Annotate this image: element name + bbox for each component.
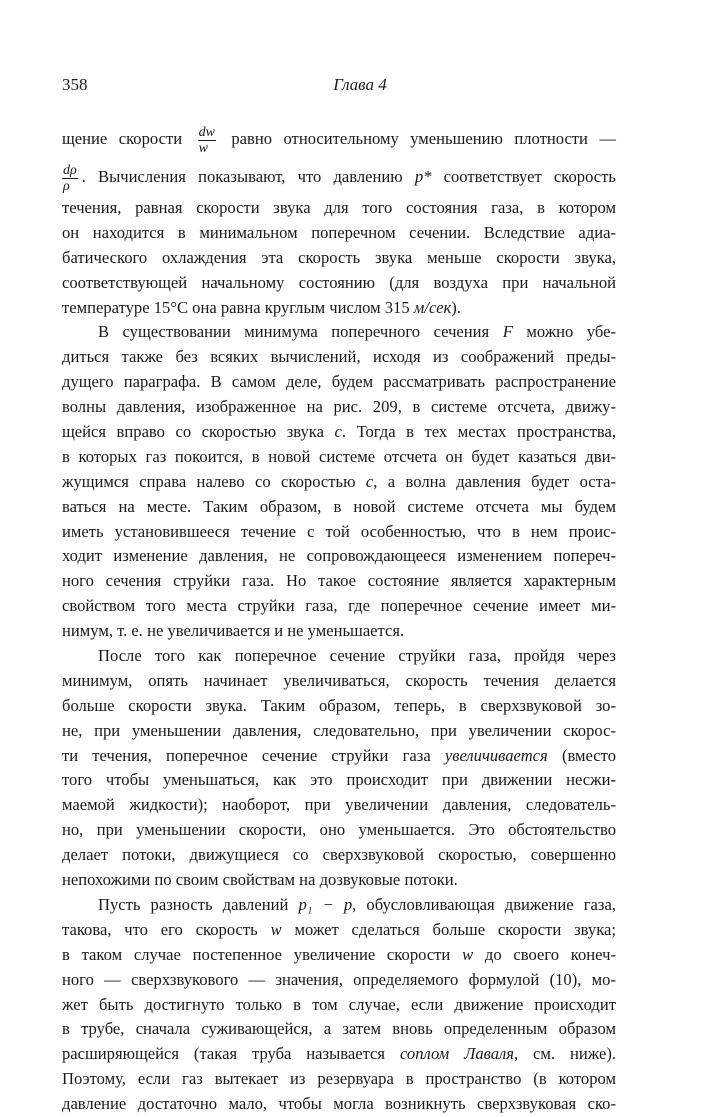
text-span: , см. ниже).: [513, 1044, 616, 1064]
fraction-numerator: dρ: [63, 162, 77, 178]
text-line: [62, 120, 616, 158]
text-span: В существовании минимума поперечного сечения: [98, 322, 490, 342]
text-line: течения, равная скорости звука для того состояния газа, в котором: [62, 198, 616, 217]
text-line: больше скорости звука. Таким образом, теперь, в сверхзвуковой зо-: [62, 695, 616, 715]
math-symbol: w: [462, 944, 474, 964]
text-span: расширяющейся (такая труба называется: [62, 1044, 386, 1064]
text-line: [62, 296, 616, 321]
text-line: жет быть достигнуто только в том случае, если движение происходит: [62, 994, 616, 1014]
text-span: в таком случае постепенное увеличение скорости: [62, 944, 451, 964]
page-number: 358: [62, 75, 88, 94]
text-span: ти течения, поперечное сечение струйки газа: [62, 745, 431, 765]
text-span: , а волна давления будет оста-: [373, 471, 616, 491]
text-line: [62, 1042, 616, 1067]
text-line: ного — сверхзвукового — значения, определяемого формулой (10), мо-: [62, 969, 616, 989]
text-span: такова, что его скорость: [62, 919, 258, 939]
text-span: . Тогда в тех местах пространства,: [341, 422, 617, 442]
text-line: батического охлаждения эта скорость звука меньше скорости звука,: [62, 247, 616, 267]
text-span: можно убе-: [526, 322, 617, 342]
text-line: [62, 420, 616, 445]
text-span: щение скорости: [62, 129, 183, 148]
text-line: ного сечения струйки газа. Но такое состояние является характерным: [62, 571, 616, 591]
text-line: Поэтому, если газ вытекает из резервуара в пространство (в котором: [62, 1069, 616, 1089]
text-line: свойством того места струйки газа, где поперечное сечение имеет ми-: [62, 596, 616, 616]
math-symbol: F: [502, 322, 513, 342]
text-span: до своего конеч-: [484, 944, 616, 964]
text-line: не, при уменьшении давления, следовательно, при увеличении скорос-: [62, 720, 616, 740]
text-line: [62, 158, 616, 196]
text-line: делает потоки, движущиеся со сверхзвуковой скоростью, совершенно: [62, 845, 616, 865]
text-line: ваться на месте. Таким образом, в новой системе отсчета мы будем: [62, 496, 616, 516]
math-symbol: w: [270, 919, 282, 939]
text-line: непохожими по своим свойствам на дозвуковые потоки.: [62, 870, 458, 890]
text-span: температуре 15°C она равна круглым числом 315: [62, 297, 410, 317]
text-span: . Вычисления показывают, что давлению: [81, 167, 403, 186]
text-line: дущего параграфа. В самом деле, будем рассматривать распространение: [62, 372, 616, 392]
unit: м/сек: [413, 297, 452, 317]
text-line: [62, 320, 616, 345]
text-span: , обусловливающая движение газа,: [352, 894, 616, 914]
text-span: ).: [451, 297, 461, 317]
text-line: но, при уменьшении скорости, оно уменьшается. Это обстоятельство: [62, 820, 616, 840]
text-span: Пусть разность давлений: [98, 894, 289, 914]
text-line: После того как поперечное сечение струйки газа, пройдя через: [98, 646, 616, 666]
text-line: ходит изменение давления, не сопровождающееся изменением попереч-: [62, 546, 616, 566]
math-symbol: c: [334, 422, 342, 442]
fraction-denominator: ρ: [63, 178, 70, 194]
text-line: того чтобы уменьшаться, как это происходит при движении несжи-: [62, 770, 616, 790]
text-line: давление достаточно мало, чтобы могла возникнуть сверхзвуковая ско-: [62, 1094, 616, 1114]
math-symbol: c: [365, 471, 374, 491]
text-line: [62, 918, 616, 943]
body-text: [62, 116, 616, 1117]
text-span: жущимся справа налево со скоростью: [62, 471, 356, 491]
text-line: [62, 744, 616, 769]
text-line: соответствующей начальному состоянию (для воздуха при начальной: [62, 272, 616, 292]
math-symbol: p₁ − p: [298, 894, 353, 914]
text-span: (вместо: [561, 745, 617, 765]
text-line: волны давления, изображенное на рис. 209, в системе отсчета, движу-: [62, 397, 616, 417]
fraction-drho-over-rho: [62, 163, 78, 194]
text-line: диться также без всяких вычислений, исходя из соображений преды-: [62, 347, 616, 367]
text-line: [62, 943, 616, 968]
running-head: Глава 4: [333, 75, 387, 94]
math-symbol: p*: [414, 167, 432, 186]
text-line: в трубе, сначала суживающейся, а затем вновь определенным образом: [62, 1019, 616, 1039]
text-line: маемой жидкости); наоборот, при увеличении давления, следователь-: [62, 795, 616, 815]
text-span: соответствует скорость: [443, 167, 616, 186]
fraction-denominator: w: [198, 140, 208, 156]
fraction-numerator: dw: [198, 124, 215, 140]
text-line: он находится в минимальном поперечном сечении. Вследствие адиа-: [62, 222, 616, 242]
text-span: щейся вправо со скоростью звука: [62, 422, 324, 442]
text-line: в которых газ покоится, в новой системе отсчета он будет казаться дви-: [62, 446, 616, 466]
text-span: может сделаться больше скорости звука;: [294, 919, 616, 939]
text-line: [62, 470, 616, 495]
emphasis: увеличивается: [444, 745, 548, 765]
text-span: равно относительному уменьшению плотности —: [231, 129, 616, 148]
emphasis: соплом Лаваля: [399, 1044, 514, 1064]
text-line: нимум, т. е. не увеличивается и не уменьшается.: [62, 621, 405, 641]
text-line: [62, 893, 616, 918]
text-line: иметь установившееся течение с той особенностью, что в нем проис-: [62, 521, 616, 541]
text-line: минимум, опять начинает увеличиваться, скорость течения делается: [62, 670, 616, 690]
fraction-dw-over-w: [198, 125, 216, 156]
